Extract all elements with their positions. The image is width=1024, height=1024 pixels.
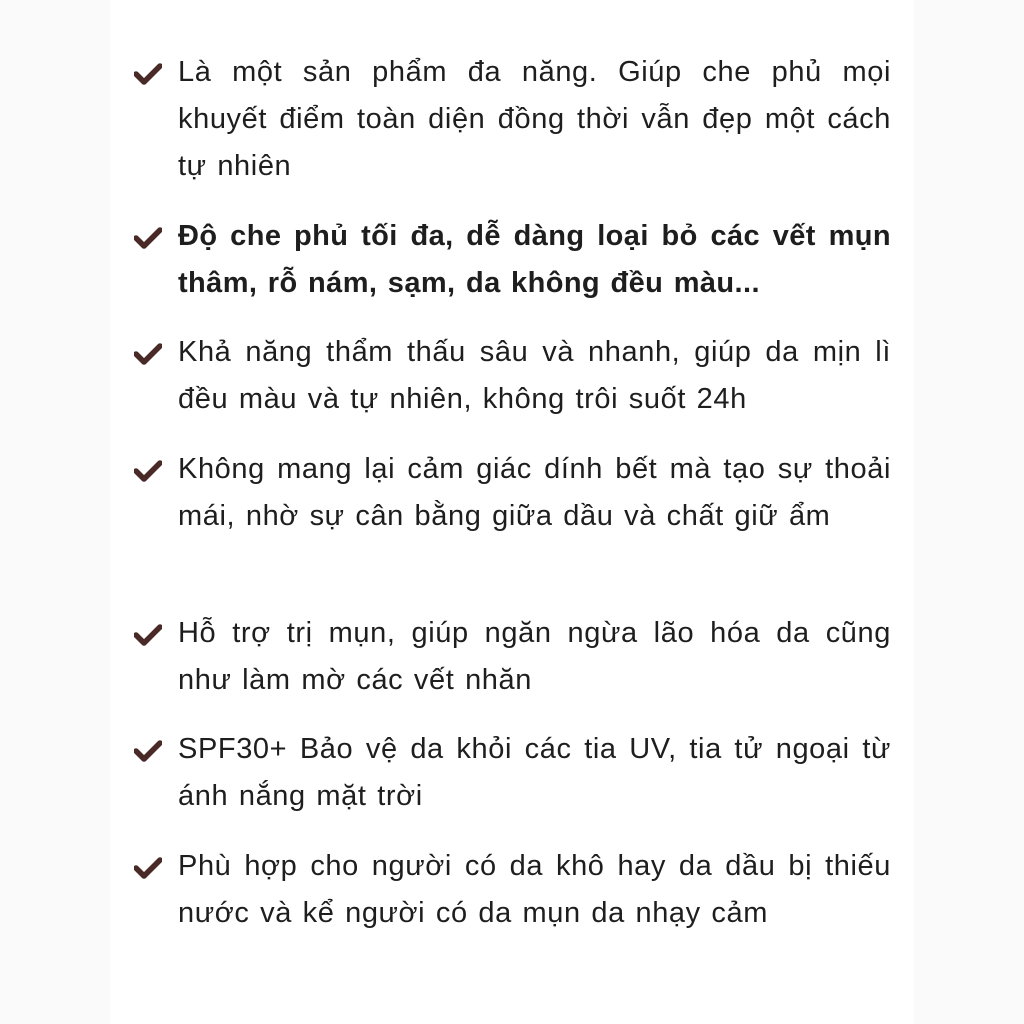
feature-text: Độ che phủ tối đa, dễ dàng loại bỏ các vết mụn thâm, rỗ nám, sạm, da không đều màu...: [178, 220, 891, 299]
content-page: [110, 0, 914, 1024]
feature-text: Khả năng thẩm thấu sâu và nhanh, giúp da mịn lì đều màu và tự nhiên, không trôi suốt 24h: [178, 336, 891, 415]
feature-text: Hỗ trợ trị mụn, giúp ngăn ngừa lão hóa da cũng như làm mờ các vết nhăn: [178, 617, 891, 696]
check-icon: [134, 227, 162, 249]
check-icon: [134, 460, 162, 482]
check-icon: [134, 740, 162, 762]
feature-text: Là một sản phẩm đa năng. Giúp che phủ mọi khuyết điểm toàn diện đồng thời vẫn đẹp một cách tự nhiên: [178, 56, 891, 182]
check-icon: [134, 624, 162, 646]
feature-text: Không mang lại cảm giác dính bết mà tạo sự thoải mái, nhờ sự cân bằng giữa dầu và chất giữ ẩm: [178, 453, 891, 532]
check-icon: [134, 857, 162, 879]
check-icon: [134, 343, 162, 365]
feature-text: Phù hợp cho người có da khô hay da dầu bị thiếu nước và kể người có da mụn da nhạy cảm: [178, 850, 891, 929]
check-icon: [134, 63, 162, 85]
feature-text: SPF30+ Bảo vệ da khỏi các tia UV, tia tử ngoại từ ánh nắng mặt trời: [178, 733, 891, 812]
